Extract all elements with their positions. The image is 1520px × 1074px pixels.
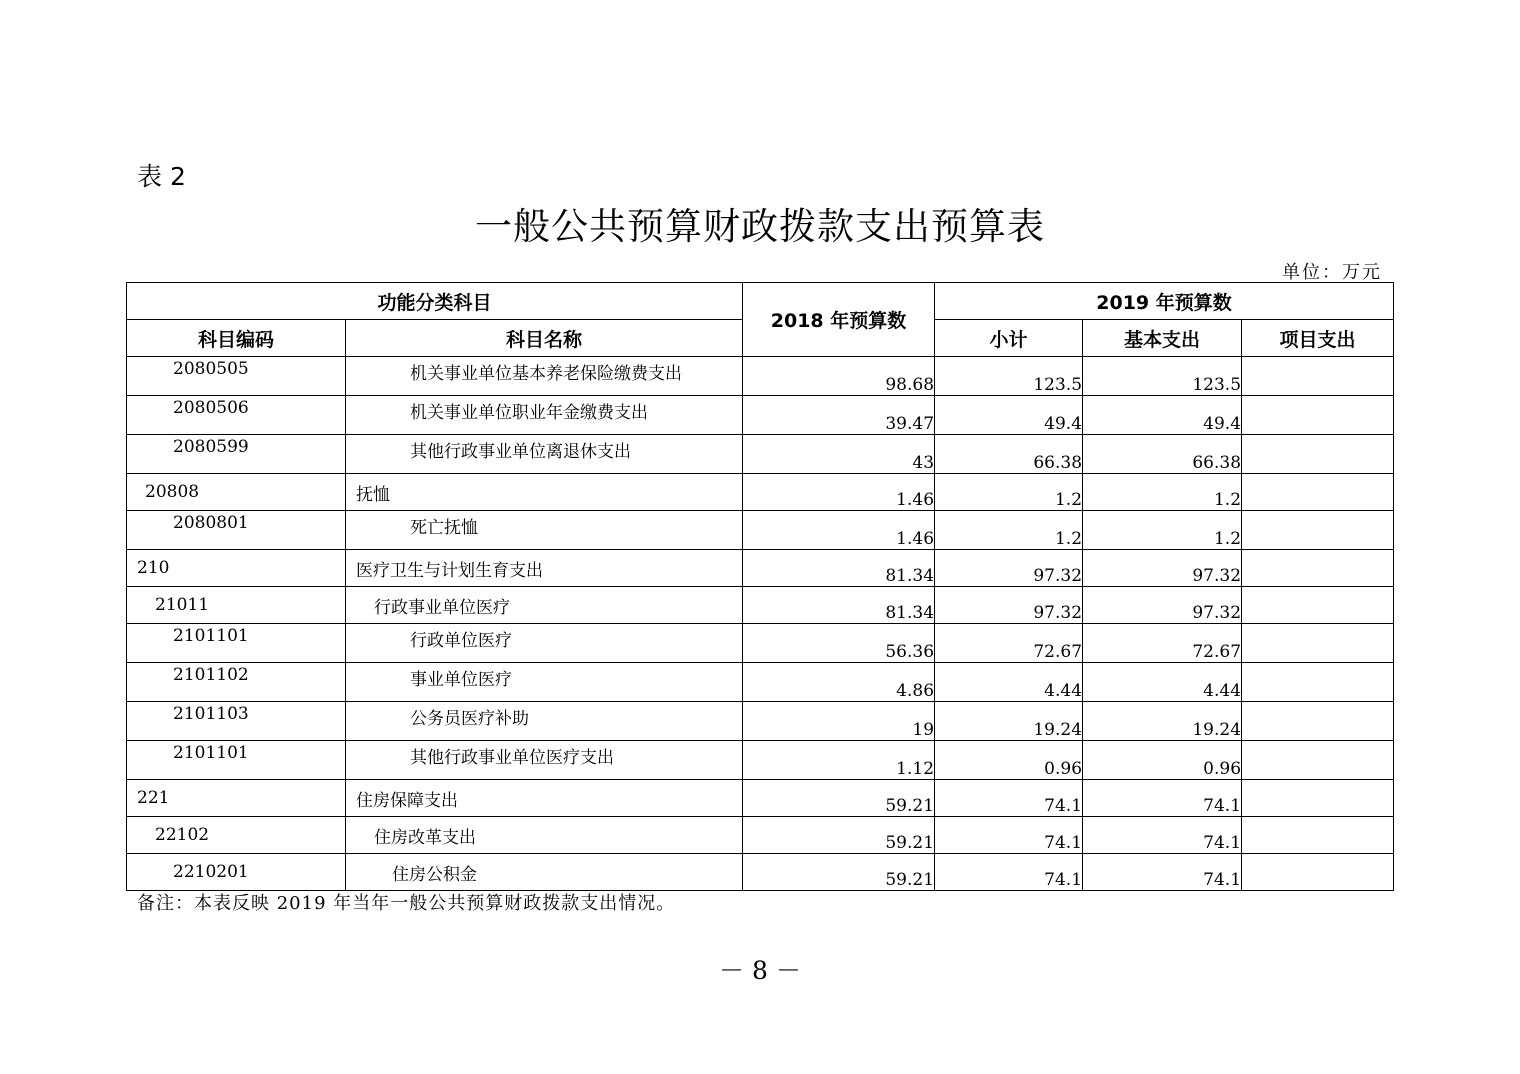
row-project [1242,741,1394,780]
table-row [127,474,1394,511]
row-project [1242,511,1394,550]
row-project [1242,474,1394,511]
row-name: 行政事业单位医疗 [346,587,743,624]
row-subtotal: 19.24 [935,702,1083,741]
row-budget-2018: 4.86 [743,663,935,702]
table-row [127,624,1394,663]
row-subtotal: 66.38 [935,435,1083,474]
row-subtotal: 1.2 [935,511,1083,550]
row-code: 2101102 [127,663,346,702]
row-project [1242,587,1394,624]
row-basic: 123.5 [1083,357,1242,396]
row-basic: 1.2 [1083,511,1242,550]
row-project [1242,396,1394,435]
row-code: 21011 [127,587,346,624]
row-project [1242,663,1394,702]
row-name: 住房改革支出 [346,817,743,854]
row-name: 住房保障支出 [346,780,743,817]
page-number: － 8 － [719,956,801,985]
row-subtotal: 1.2 [935,474,1083,511]
row-project [1242,780,1394,817]
row-code: 2080599 [127,435,346,474]
row-budget-2018: 98.68 [743,357,935,396]
row-basic: 1.2 [1083,474,1242,511]
row-subtotal: 74.1 [935,817,1083,854]
row-subtotal: 97.32 [935,550,1083,587]
row-budget-2018: 81.34 [743,587,935,624]
row-budget-2018: 59.21 [743,854,935,891]
row-basic: 74.1 [1083,854,1242,891]
document-title: 一般公共预算财政拨款支出预算表 [475,205,1045,248]
table-row [127,663,1394,702]
row-budget-2018: 56.36 [743,624,935,663]
row-basic: 74.1 [1083,817,1242,854]
row-subtotal: 74.1 [935,780,1083,817]
row-budget-2018: 43 [743,435,935,474]
row-name: 住房公积金 [346,854,743,891]
table-row [127,587,1394,624]
table-row [127,435,1394,474]
row-subtotal: 123.5 [935,357,1083,396]
row-subtotal: 4.44 [935,663,1083,702]
row-name: 事业单位医疗 [346,663,743,702]
row-code: 2101101 [127,741,346,780]
header-name: 科目名称 [346,320,743,357]
table-row [127,702,1394,741]
table-row [127,550,1394,587]
table-row [127,854,1394,891]
table-row [127,780,1394,817]
table-note: 备注：本表反映 2019 年当年一般公共预算财政拨款支出情况。 [137,893,676,914]
budget-table [126,282,1394,891]
row-name: 公务员医疗补助 [346,702,743,741]
row-basic: 97.32 [1083,550,1242,587]
row-name: 抚恤 [346,474,743,511]
row-basic: 4.44 [1083,663,1242,702]
row-budget-2018: 19 [743,702,935,741]
row-code: 2210201 [127,854,346,891]
row-code: 2080801 [127,511,346,550]
header-subtotal: 小计 [935,320,1083,357]
row-basic: 66.38 [1083,435,1242,474]
row-basic: 74.1 [1083,780,1242,817]
header-code: 科目编码 [127,320,346,357]
table-row [127,511,1394,550]
row-name: 死亡抚恤 [346,511,743,550]
row-name: 医疗卫生与计划生育支出 [346,550,743,587]
header-budget-2019: 2019 年预算数 [935,283,1394,320]
row-subtotal: 74.1 [935,854,1083,891]
header-project: 项目支出 [1242,320,1394,357]
table-row [127,741,1394,780]
row-basic: 0.96 [1083,741,1242,780]
header-basic: 基本支出 [1083,320,1242,357]
row-budget-2018: 1.46 [743,474,935,511]
row-code: 22102 [127,817,346,854]
row-project [1242,624,1394,663]
row-name: 机关事业单位基本养老保险缴费支出 [346,357,743,396]
row-project [1242,817,1394,854]
row-subtotal: 72.67 [935,624,1083,663]
row-budget-2018: 39.47 [743,396,935,435]
row-code: 2080506 [127,396,346,435]
row-budget-2018: 81.34 [743,550,935,587]
row-basic: 49.4 [1083,396,1242,435]
table-row [127,357,1394,396]
row-name: 机关事业单位职业年金缴费支出 [346,396,743,435]
row-name: 其他行政事业单位离退休支出 [346,435,743,474]
row-basic: 97.32 [1083,587,1242,624]
row-project [1242,702,1394,741]
row-name: 行政单位医疗 [346,624,743,663]
row-project [1242,357,1394,396]
row-project [1242,550,1394,587]
table-label: 表 2 [137,162,186,191]
header-functional-category: 功能分类科目 [127,283,743,320]
row-project [1242,435,1394,474]
row-code: 20808 [127,474,346,511]
row-name: 其他行政事业单位医疗支出 [346,741,743,780]
row-subtotal: 49.4 [935,396,1083,435]
row-budget-2018: 1.46 [743,511,935,550]
table-row [127,396,1394,435]
row-budget-2018: 59.21 [743,817,935,854]
row-budget-2018: 59.21 [743,780,935,817]
row-budget-2018: 1.12 [743,741,935,780]
header-budget-2018: 2018 年预算数 [743,283,935,357]
row-basic: 19.24 [1083,702,1242,741]
row-code: 2101103 [127,702,346,741]
row-project [1242,854,1394,891]
row-subtotal: 0.96 [935,741,1083,780]
row-code: 2101101 [127,624,346,663]
row-subtotal: 97.32 [935,587,1083,624]
row-basic: 72.67 [1083,624,1242,663]
table-row [127,817,1394,854]
row-code: 221 [127,780,346,817]
row-code: 2080505 [127,357,346,396]
unit-label: 单位：万元 [1282,262,1382,283]
row-code: 210 [127,550,346,587]
